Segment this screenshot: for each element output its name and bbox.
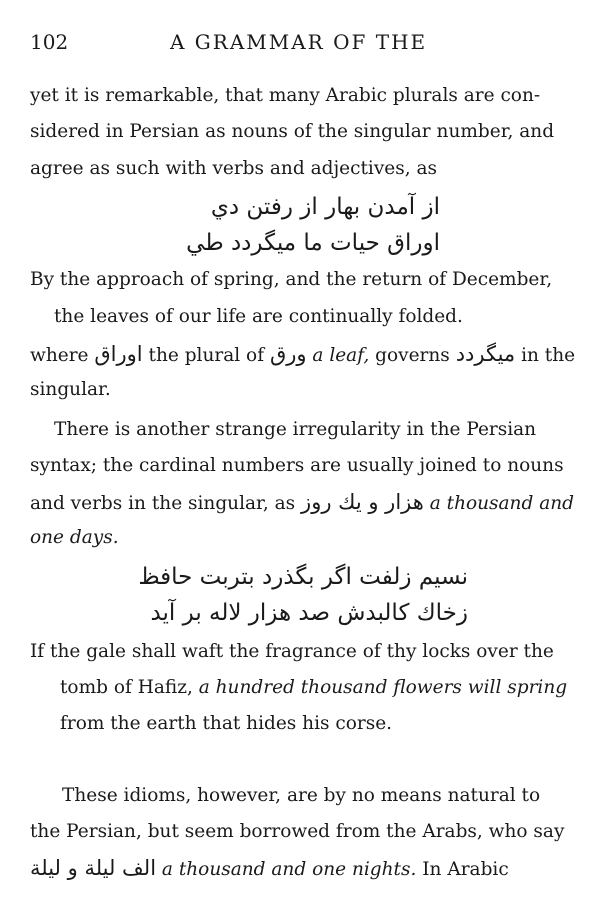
gloss-text: a hundred thousand flowers will spring bbox=[198, 677, 568, 698]
text-line: sidered in Persian as nouns of the singular number, and bbox=[30, 121, 555, 142]
running-title: A GRAMMAR OF THE bbox=[170, 30, 428, 54]
text-line: the Persian, but seem borrowed from the Arabs, who say bbox=[30, 821, 565, 842]
text-run: In Arabic bbox=[422, 859, 509, 880]
translation-line: If the gale shall waft the fragrance of thy locks over the bbox=[30, 641, 554, 662]
persian-word: هزار و يك روز bbox=[301, 490, 424, 514]
persian-word: الف ليلة و ليلة bbox=[30, 856, 157, 880]
translation-line: the leaves of our life are continually folded. bbox=[54, 306, 463, 327]
persian-verse-line: از آمدن بهار از رفتن دي bbox=[210, 194, 440, 220]
page-header bbox=[30, 30, 570, 60]
gloss-text: a leaf, bbox=[312, 345, 370, 366]
text-line: agree as such with verbs and adjectives, as bbox=[30, 158, 438, 179]
text-run: tomb of Hafiz, bbox=[60, 677, 193, 698]
gloss-text: one days. bbox=[30, 527, 119, 548]
translation-line: from the earth that hides his corse. bbox=[60, 713, 393, 734]
persian-verse-line: زخاك كالبدش صد هزار لاله بر آيد bbox=[150, 600, 468, 626]
text-run: the plural of bbox=[148, 345, 265, 366]
persian-word: ميگردد bbox=[455, 342, 516, 366]
text-line bbox=[30, 342, 575, 368]
text-line: There is another strange irregularity in the Persian bbox=[54, 419, 537, 440]
translation-line bbox=[60, 676, 567, 700]
persian-word: ورق bbox=[269, 342, 307, 366]
persian-verse-line: اوراق حيات ما ميگردد طي bbox=[186, 230, 440, 256]
text-run: where bbox=[30, 345, 89, 366]
text-line: yet it is remarkable, that many Arabic plurals are con- bbox=[30, 85, 541, 106]
gloss-text: a thousand and bbox=[429, 493, 574, 514]
page-number: 102 bbox=[30, 30, 69, 54]
text-line bbox=[30, 856, 509, 882]
persian-verse-line: نسيم زلفت اگر بگذرد بتربت حافظ bbox=[138, 564, 468, 590]
text-line bbox=[30, 490, 574, 516]
text-run: and verbs in the singular, as bbox=[30, 493, 296, 514]
text-line: These idioms, however, are by no means natural to bbox=[62, 785, 541, 806]
gloss-text: a thousand and one nights. bbox=[161, 859, 417, 880]
text-run: governs bbox=[375, 345, 450, 366]
text-line: singular. bbox=[30, 379, 111, 400]
persian-word: اوراق bbox=[94, 342, 143, 366]
text-run: in the bbox=[521, 345, 576, 366]
text-line: syntax; the cardinal numbers are usually joined to nouns bbox=[30, 455, 564, 476]
translation-line: By the approach of spring, and the return of December, bbox=[30, 269, 553, 290]
